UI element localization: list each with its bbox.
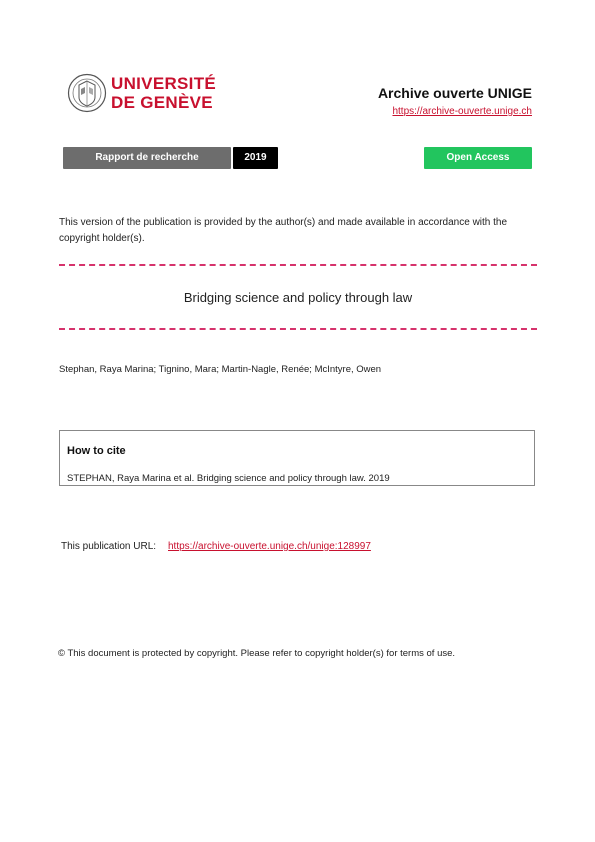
year-badge: 2019 [233, 147, 278, 169]
university-seal-icon [67, 73, 107, 113]
citation-text: STEPHAN, Raya Marina et al. Bridging science and policy through law. 2019 [67, 473, 390, 484]
document-type-badge: Rapport de recherche [63, 147, 231, 169]
citation-heading: How to cite [67, 445, 126, 457]
divider-top [59, 264, 537, 266]
publication-url-label: This publication URL: [61, 541, 157, 552]
university-logo [67, 71, 217, 115]
divider-bottom [59, 328, 537, 330]
copyright-notice: © This document is protected by copyright. Please refer to copyright holder(s) for terms of use. [58, 648, 456, 659]
open-access-badge: Open Access [424, 147, 532, 169]
version-notice: This version of the publication is provided by the author(s) and made available in accordance with the copyright holder(s). [59, 217, 508, 244]
logo-text-line1: UNIVERSITÉ [111, 74, 217, 93]
archive-url-link[interactable]: https://archive-ouverte.unige.ch [392, 106, 532, 117]
authors-list: Stephan, Raya Marina; Tignino, Mara; Martin-Nagle, Renée; McIntyre, Owen [59, 364, 382, 375]
logo-text-line2: DE GENÈVE [111, 93, 213, 112]
publication-url-link[interactable]: https://archive-ouverte.unige.ch/unige:128997 [168, 541, 371, 552]
citation-box [59, 430, 535, 486]
publication-title: Bridging science and policy through law [183, 290, 413, 305]
archive-title: Archive ouverte UNIGE [377, 85, 532, 101]
